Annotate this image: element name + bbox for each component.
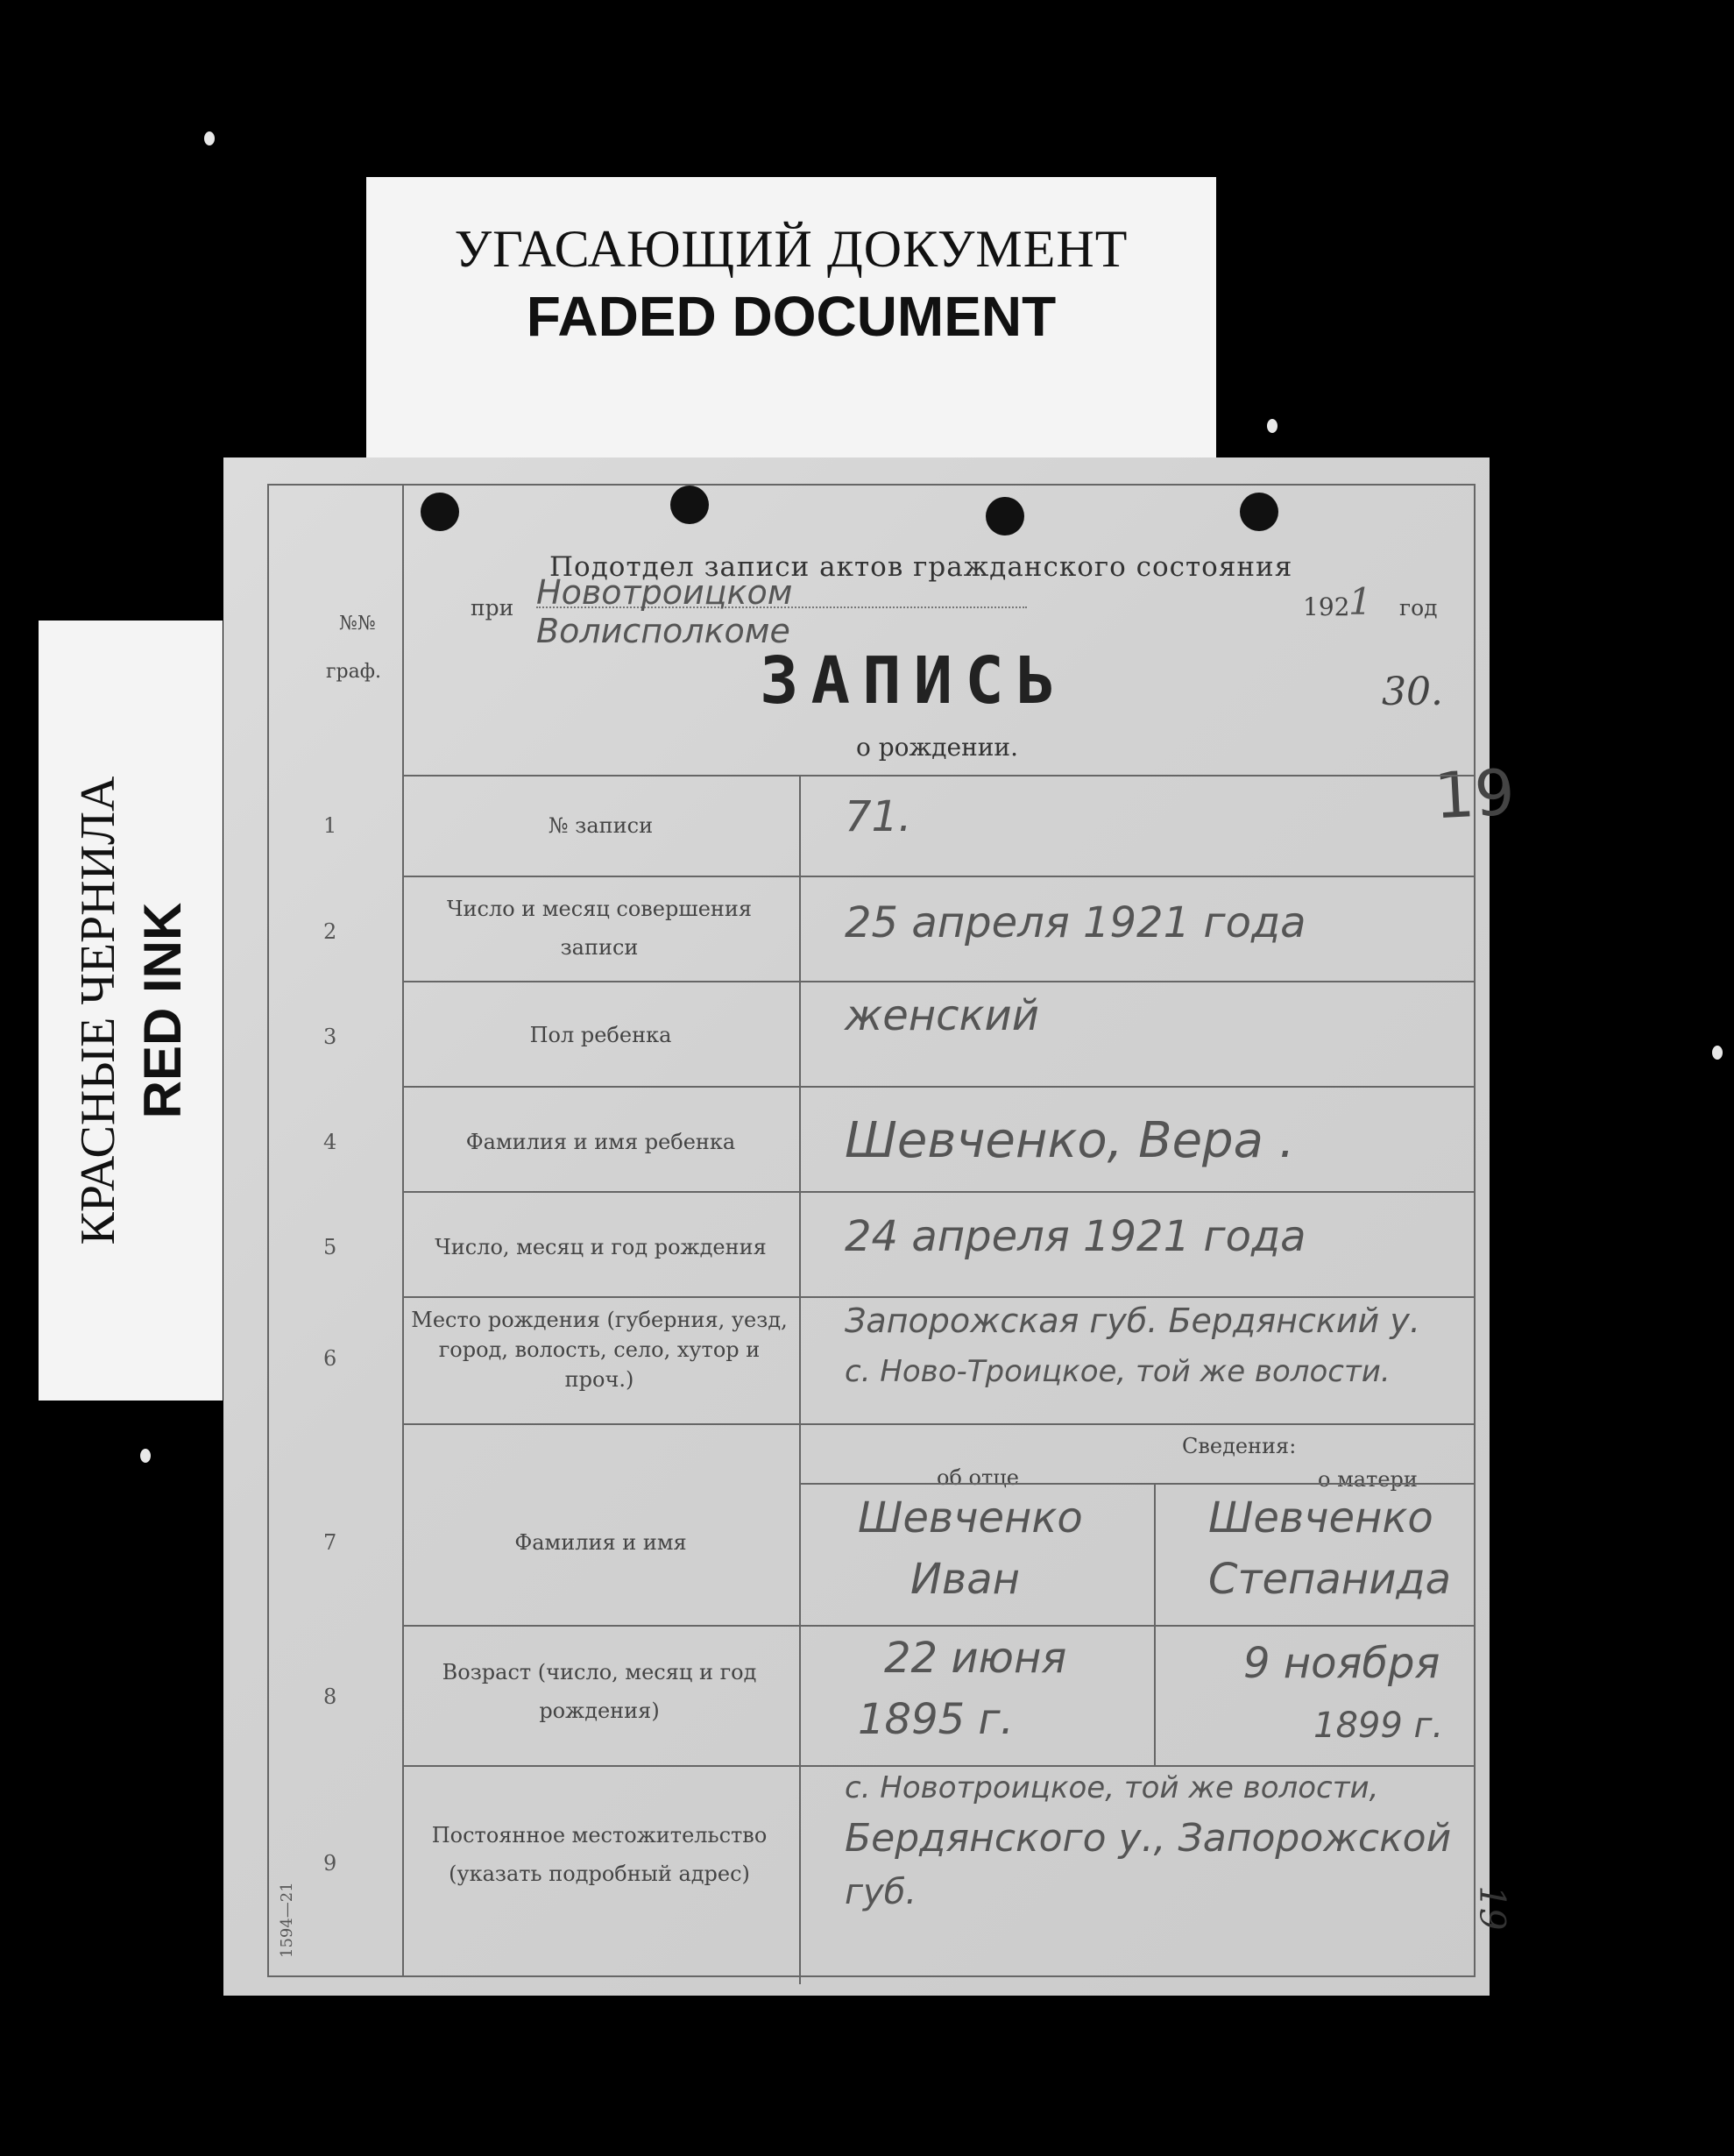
page-number: 30. <box>1382 670 1443 714</box>
corner-mark: 19 <box>1471 1885 1512 1931</box>
table-row <box>323 1423 1474 1627</box>
table-row <box>323 876 1474 982</box>
record-subtitle: о рождении. <box>856 733 1018 762</box>
address-line2: Бердянского у., Запорожской <box>845 1816 1452 1861</box>
row-label: Постоянное местожительство (указать подробный адрес) <box>431 1823 768 1886</box>
row-number: 7 <box>323 1530 337 1555</box>
faded-document-notice <box>366 177 1216 466</box>
row-label: Фамилия и имя ребенка <box>465 1130 736 1154</box>
department-title: Подотдел записи актов гражданского состояния <box>549 551 1293 583</box>
father-birthdate: 22 июня <box>884 1634 1067 1683</box>
svedeniya-heading: Сведения: <box>1182 1434 1297 1458</box>
row-number: 3 <box>323 1025 337 1049</box>
row-value-line2: с. Ново-Троицкое, той же волости. <box>845 1354 1391 1389</box>
row-value: Шевченко, Вера . <box>845 1112 1295 1169</box>
row-label: Фамилия и имя <box>514 1530 687 1555</box>
mother-birthdate: 9 ноября <box>1243 1639 1440 1688</box>
address-line3: губ. <box>845 1872 917 1912</box>
mother-name: Степанида <box>1208 1555 1451 1604</box>
address-line1: с. Новотроицкое, той же волости, <box>845 1770 1379 1805</box>
parents-column-divider <box>1154 1625 1156 1765</box>
background-speck <box>1267 419 1277 433</box>
row-number: 5 <box>323 1235 337 1259</box>
column-header-nn: №№ <box>339 613 376 635</box>
row-value: 71. <box>845 792 912 841</box>
year-digit-handwritten: 1 <box>1348 580 1372 623</box>
mother-surname: Шевченко <box>1208 1493 1433 1543</box>
row-number: 2 <box>323 919 337 944</box>
form-frame <box>267 484 1517 1977</box>
faded-notice-ru: УГАСАЮЩИЙ ДОКУМЕНТ <box>454 220 1129 278</box>
father-name: Иван <box>910 1555 1020 1604</box>
year-prefix: 192 <box>1303 592 1350 621</box>
row-label: Возраст (число, месяц и год рождения) <box>442 1660 757 1723</box>
row-number: 8 <box>323 1684 337 1709</box>
issuer-handwritten: Новотроицком Волисполкоме <box>536 573 1027 608</box>
parents-column-divider <box>1154 1483 1156 1625</box>
row-label: Место рождения (губерния, уезд, город, волость, село, хутор и проч.) <box>411 1308 788 1392</box>
row-label: Пол ребенка <box>529 1023 672 1047</box>
row-value: женский <box>845 991 1039 1040</box>
row-number: 6 <box>323 1346 337 1371</box>
record-title: ЗАПИСЬ <box>760 643 1068 719</box>
red-ink-notice-en: RED INK <box>133 902 192 1119</box>
row-number: 9 <box>323 1851 337 1876</box>
row-label: № записи <box>548 813 654 838</box>
father-heading: об отце <box>937 1465 1019 1490</box>
table-row <box>323 1086 1474 1193</box>
row-label: Число и месяц совершения записи <box>446 897 753 960</box>
father-birthyear: 1895 г. <box>858 1695 1014 1744</box>
table-row <box>323 1765 1474 1977</box>
background-speck <box>1712 1046 1723 1060</box>
table-row <box>323 1625 1474 1767</box>
row-value: 24 апреля 1921 года <box>845 1212 1306 1261</box>
faded-notice-en: FADED DOCUMENT <box>526 285 1057 348</box>
side-number: 19 <box>1432 755 1517 833</box>
mother-birthyear: 1899 г. <box>1313 1706 1444 1746</box>
background-speck <box>204 131 215 145</box>
birth-record-page <box>223 457 1517 1996</box>
red-ink-text <box>66 625 195 1396</box>
year-suffix: год <box>1399 595 1438 621</box>
mother-heading: о матери <box>1318 1467 1418 1492</box>
red-ink-notice-ru: КРАСНЫЕ ЧЕРНИЛА <box>71 776 125 1245</box>
row-number: 4 <box>323 1130 337 1154</box>
issuer-prefix: при <box>471 595 514 621</box>
background-speck <box>140 1449 151 1463</box>
table-row <box>323 775 1474 877</box>
row-value-line1: Запорожская губ. Бердянский у. <box>845 1301 1420 1340</box>
father-surname: Шевченко <box>858 1493 1083 1543</box>
table-row <box>323 1296 1474 1425</box>
table-row <box>323 981 1474 1088</box>
row-number: 1 <box>323 813 337 838</box>
print-code: 1594—21 <box>278 1882 296 1958</box>
table-row <box>323 1191 1474 1298</box>
red-ink-notice <box>39 621 223 1401</box>
svedeniya-divider <box>799 1483 1474 1485</box>
row-value: 25 апреля 1921 года <box>845 898 1306 947</box>
column-header-graf: граф. <box>326 661 381 683</box>
row-label: Число, месяц и год рождения <box>435 1235 767 1259</box>
